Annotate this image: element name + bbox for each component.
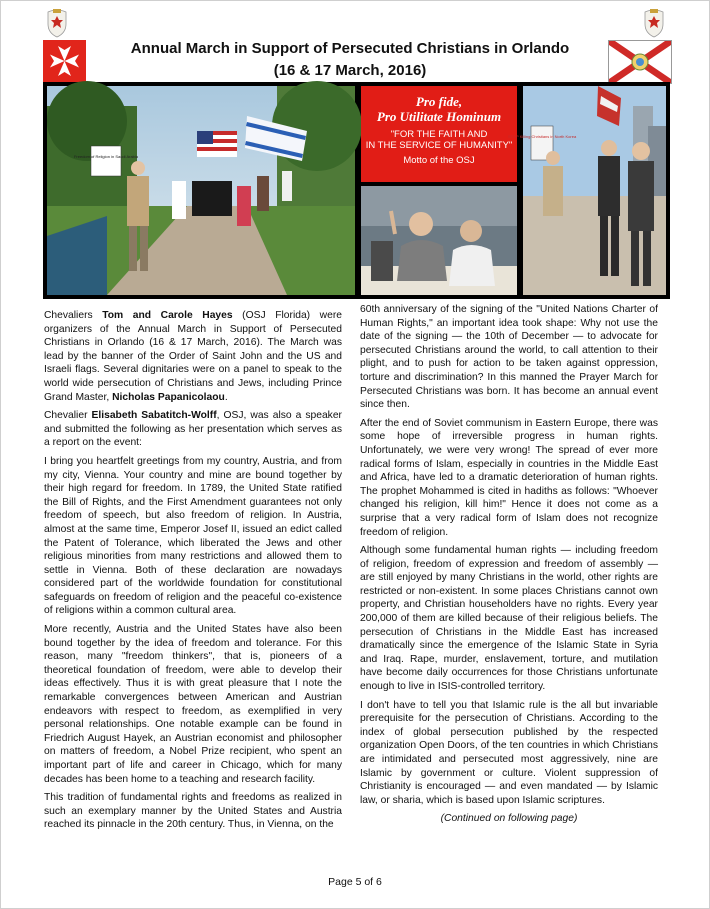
page-number: Page 5 of 6 xyxy=(328,876,382,888)
motto-latin-line-1: Pro fide, xyxy=(415,94,463,109)
order-crest-icon xyxy=(44,8,70,38)
panel-speakers-photo xyxy=(361,186,517,295)
grand-master-name: Nicholas Papanicolaou xyxy=(112,391,225,403)
page-title xyxy=(100,38,600,82)
march-photo xyxy=(47,86,355,295)
right-column xyxy=(360,303,658,831)
body-paragraph: I bring you heartfelt greetings from my country, Austria, and from my city, Vienna. Your country and mine are bound together by their high regard for freedom. In 1789, the United State ratified the Bill of Rights, and the First Amendment guarantees not only freedom of speech, but also freedom of religion. In Austria, almost at the same time, Emperor Josef II, issued an edict called the Patent of Tolerance, which liberated the Jews and other religious minorities from many restrictions and allowed them to settle in Vienna. Both of these declaration are nowadays considered part of the worldwide foundation for constitutional safeguards on freedom of religion and the peaceful co-existence of religions within a common cultural area. xyxy=(44,455,342,617)
maltese-cross-icon xyxy=(43,40,86,82)
motto-english-line-1: "FOR THE FAITH AND xyxy=(390,129,488,140)
body-paragraph: After the end of Soviet communism in Eastern Europe, there was some hope of irreversible progress in human rights. Unfortunately, we were very wrong! The spread of ever more radical forms of Islam, especially in countries in the Middle East and Africa, have led to a dramatic deterioration of human rights. The prophet Mohammed is cited in hadiths as follows: "Whoever changed his religion, kill him!" Hence it does not come as a surprise that a very radical form of Islam does not recognize freedom of religion. xyxy=(360,417,658,538)
body-paragraph: 60th anniversary of the signing of the "United Nations Charter of Human Rights," an important idea took shape: Why not use the date of the signing — the 10th of December — to advocate for persecuted Christians around the world, to call attention to their plight, and to push for action to be taken against oppression, torture and discrimination? In this manned the Prayer March for Persecuted Christians was born. It has become an annual event since then. xyxy=(360,304,658,411)
left-column xyxy=(44,309,342,837)
speaker-name: Elisabeth Sabatitch-Wolff xyxy=(91,410,217,422)
motto-box xyxy=(361,86,517,182)
continued-note: (Continued on following page) xyxy=(440,813,578,825)
intro-paragraph: Chevaliers Tom and Carole Hayes (OSJ Florida) were organizers of the Annual March in Support of Persecuted Christians in Orlando (16 & 17 March, 2016). The March was lead by the banner of the Order of Saint John and the US and Israeli flags. Several dignitaries were on a panel to speak to the world wide persecution of Christians and Jews, including Prince Grand Master, Nicholas Papanicolaou. xyxy=(44,310,342,403)
body-paragraph: Although some fundamental human rights — including freedom of religion, freedom of expression and freedom of assembly — are still enjoyed by many Christians in the world, other rights are restricted or non-existent. In some places Christians cannot own property, and Christian householders have no rights. Every year 200,000 of them are killed because of their religious beliefs. The persecution of Christians in the Middle East has increased dramatically since the emergence of the Islamic State in Syria and Iraq. Rape, murder, enslavement, torture, and mutilation have become daily occurrences for those Christians unfortunate enough to live in ISIS-controlled territory. xyxy=(360,545,658,693)
motto-source: Motto of the OSJ xyxy=(403,155,475,166)
stop-sign-photo xyxy=(507,86,666,295)
stop-sign-text: STOP Killing Christians in North Korea xyxy=(507,134,577,139)
title-line-2: (16 & 17 March, 2016) xyxy=(273,62,427,79)
title-line-1: Annual March in Support of Persecuted Christians in Orlando xyxy=(130,40,570,57)
photo-strip xyxy=(43,82,670,299)
march-sign-text: Freedom of Religion in Saudi Arabia xyxy=(73,154,139,159)
motto-english-line-2: IN THE SERVICE OF HUMANITY" xyxy=(365,140,513,151)
organizer-names: Tom and Carole Hayes xyxy=(102,310,233,321)
motto-latin-line-2: Pro Utilitate Hominum xyxy=(376,109,502,124)
speaker-paragraph: Chevalier Elisabeth Sabatitch-Wolff, OSJ, was also a speaker and submitted the following as her presentation which serves as a report on the event: xyxy=(44,410,342,449)
body-paragraph: This tradition of fundamental rights and freedoms as realized in such an exemplary manner by the United States and Austria reached its pinnacle in the 20th century. Thus, in Vienna, on the xyxy=(44,792,342,831)
body-paragraph: I don't have to tell you that Islamic rule is the all but invariable prerequisite for the persecution of Christians. According to the index of global persecution published by the respected organization Open Doors, of the ten countries in which Christians are intimidated and persecuted most aggressively, nine are Islamic by government or culture. Violent suppression of Christianity is encouraged — and even mandated — by Islamic law, or sharia, which is based upon Islamic scriptures. xyxy=(360,699,658,806)
florida-flag-icon xyxy=(608,40,672,84)
body-paragraph: More recently, Austria and the United States have also been bound together by the idea of freedom and tolerance. For this reason, many "freedom thinkers", that is, pioneers of a theoretical foundation of freedom, were able to develop their ideas effectively. Thus it is with great pleasure that I note the remarkable convergences between American and Austrian endeavors with respect to freedom, as exemplified in very personal relationships. One notable example can be found in Friedrich August Hayek, an Austrian economist and philosopher on matters of freedom, a Nobel Prize recipient, who spent an important part of life and career in Chicago, which for many decades has been home to a teaching and research facility. xyxy=(44,624,342,785)
order-crest-icon xyxy=(641,8,667,38)
